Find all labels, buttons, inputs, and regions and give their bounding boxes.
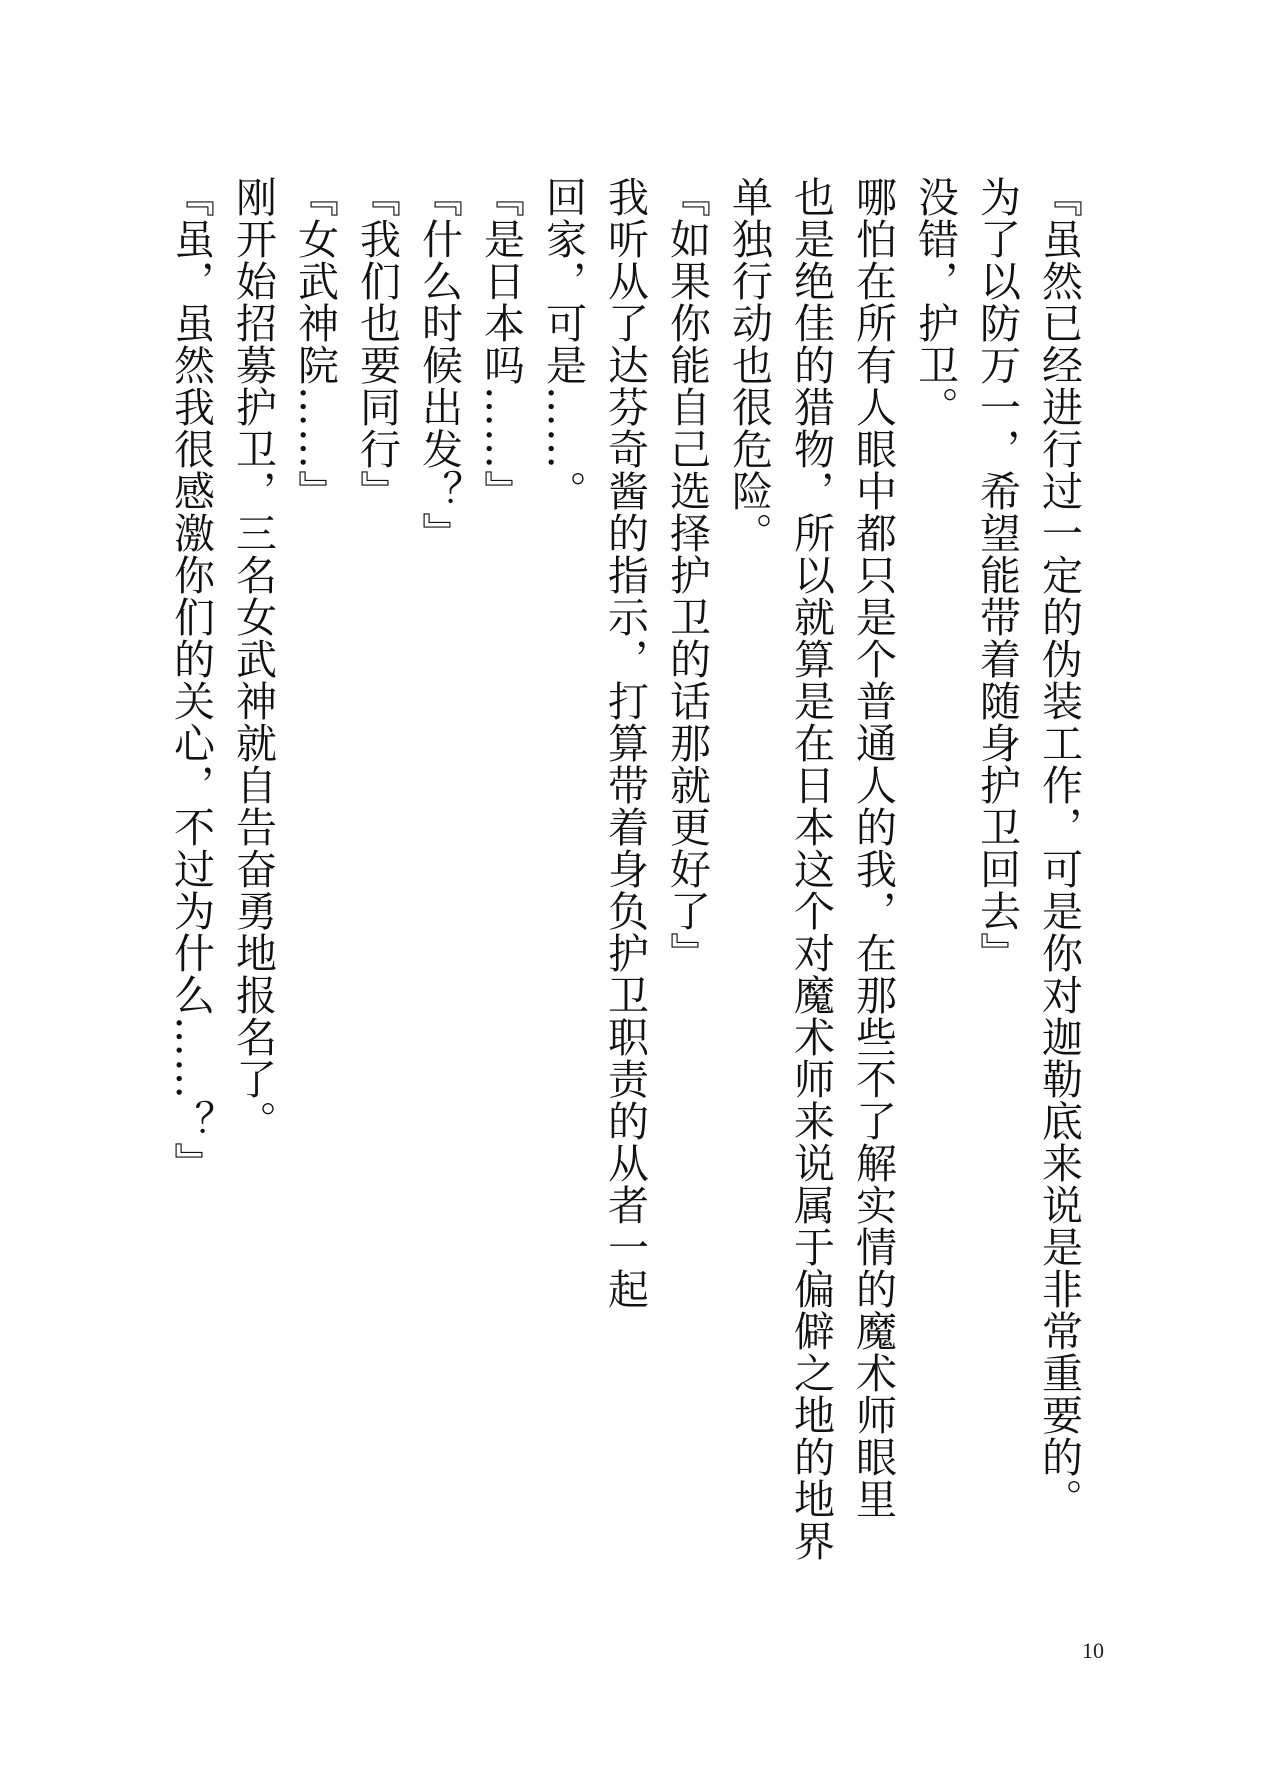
text-line: 为了以防万一，希望能带着随身护卫回去』 [973, 176, 1021, 974]
text-line: 『如果你能自己选择护卫的话那就更好了』 [663, 176, 711, 974]
text-line: 也是绝佳的猎物，所以就算是在日本这个对魔术师来说属于偏僻之地的地界 [787, 176, 835, 1562]
text-line: 『是日本吗……』 [477, 176, 525, 512]
text-line: 没错，护卫。 [911, 176, 959, 428]
text-line: 哪怕在所有人眼中都只是个普通人的我，在那些不了解实情的魔术师眼里 [849, 176, 897, 1520]
page-number: 10 [1082, 1638, 1104, 1663]
text-line: 『我们也要同行』 [353, 176, 401, 512]
text-line: 刚开始招募护卫，三名女武神就自告奋勇地报名了。 [229, 176, 277, 1142]
text-line: 回家，可是……。 [539, 176, 587, 512]
text-line: 『什么时候出发？』 [415, 176, 463, 554]
text-line: 我听从了达芬奇酱的指示，打算带着身负护卫职责的从者一起 [601, 176, 649, 1310]
text-line: 『女武神院……』 [291, 176, 339, 512]
text-line: 『虽，虽然我很感激你们的关心，不过为什么……？』 [167, 176, 215, 1184]
vertical-text-block [160, 176, 1090, 1562]
text-line: 『虽然已经进行过一定的伪装工作，可是你对迦勒底来说是非常重要的。 [1035, 176, 1083, 1520]
text-line: 单独行动也很危险。 [725, 176, 773, 554]
